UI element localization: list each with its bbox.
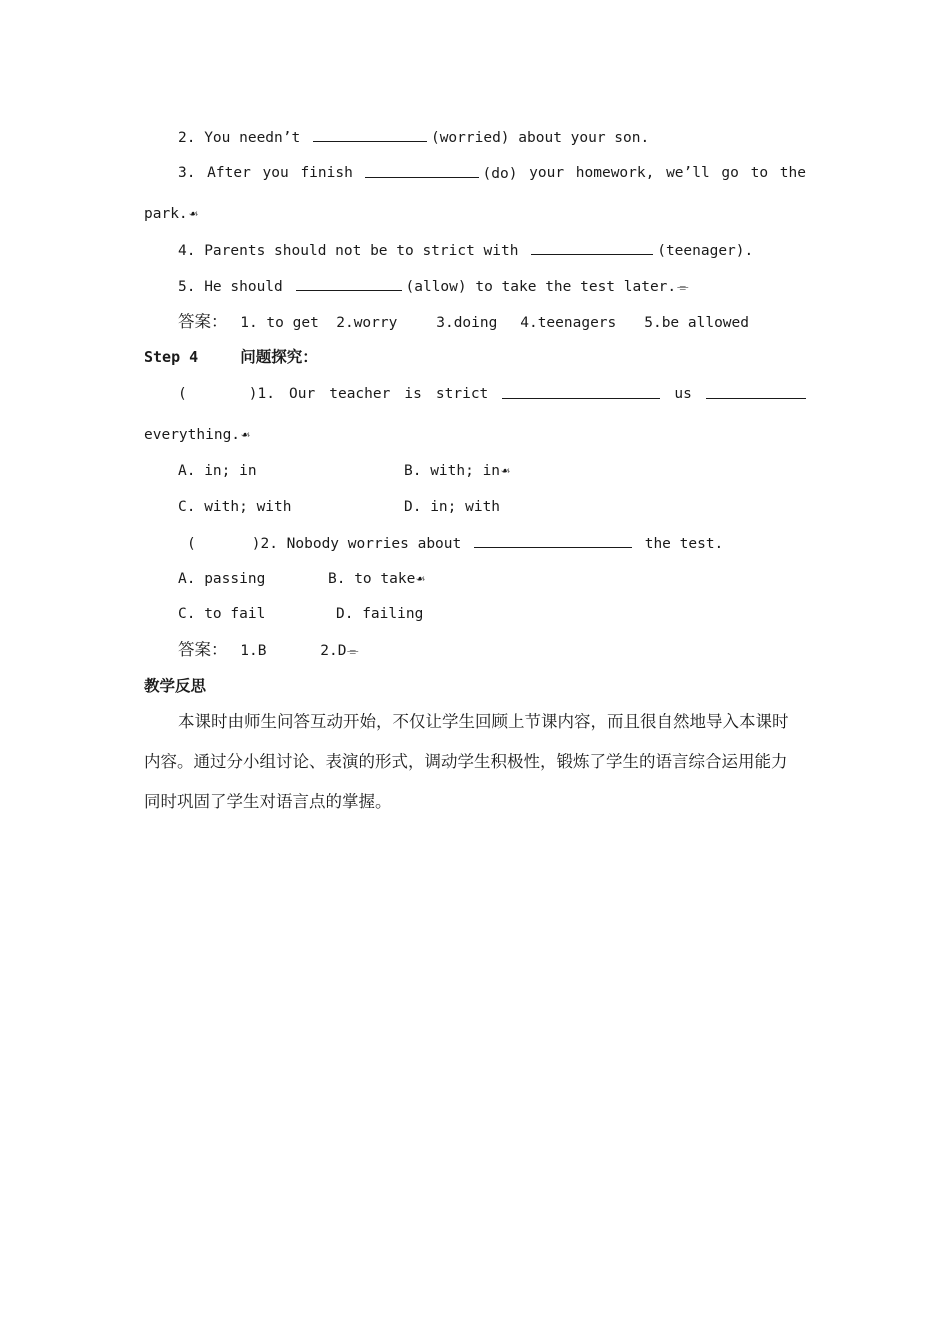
mc-word: us — [674, 386, 692, 402]
margin-mark-icon: ☙ — [501, 464, 510, 478]
exercise-number: 5. — [178, 279, 196, 295]
exercise-3-continued — [144, 204, 197, 224]
answer-item: 2.worry — [336, 315, 398, 331]
mc-option: B. to take — [328, 571, 416, 587]
exercise-word: homework, — [575, 165, 655, 181]
mc-text: the test. — [644, 536, 724, 552]
answer-item: 5.be allowed — [644, 315, 749, 331]
margin-mark-icon: ☙ — [188, 207, 198, 221]
exercise-number: 3. — [178, 165, 196, 181]
answer-label: 答案： — [178, 640, 228, 659]
exercise-3 — [178, 163, 806, 184]
exercise-5 — [178, 276, 688, 297]
mc-option: A. passing — [178, 571, 266, 587]
exercise-word: finish — [300, 165, 353, 181]
answer-blank — [296, 276, 402, 291]
answer-blank — [502, 384, 660, 399]
mc-question-1 — [178, 384, 806, 404]
mc-word: strict — [435, 386, 489, 402]
exercise-word: you — [262, 165, 289, 181]
exercise-number: 2. — [178, 130, 196, 146]
mc-word: Our — [288, 386, 316, 402]
reflection-heading: 教学反思 — [144, 677, 207, 695]
exercise-4 — [178, 240, 753, 261]
exercise-text: park. — [144, 206, 188, 222]
mc-option: D. in; with — [404, 499, 501, 515]
exercise-hint: (do) — [482, 166, 518, 182]
margin-mark-icon: ☙ — [416, 572, 426, 586]
mc-option: A. in; in — [178, 463, 257, 479]
exercise-word: your — [529, 165, 565, 181]
exercise-hint: (worried) — [430, 130, 510, 146]
exercise-hint: (allow) to take the test later. — [405, 279, 677, 295]
mc-options-row — [178, 497, 500, 517]
exercise-text: He should — [204, 279, 283, 295]
mc-option: C. to fail — [178, 606, 266, 622]
mc-options-row — [178, 604, 423, 624]
answer-item: 1.B — [240, 643, 267, 659]
exercise-text: about your son. — [518, 130, 650, 146]
mc-question-1-continued — [144, 425, 249, 445]
mc-option: D. failing — [336, 606, 424, 622]
exercise-word: After — [207, 165, 251, 181]
exercise-word: we’ll — [666, 165, 710, 181]
reflection-paragraph-line: 本课时由师生问答互动开始，不仅让学生回顾上节课内容，而且很自然地导入本课时 — [178, 712, 789, 731]
answer-key — [178, 312, 749, 333]
exercise-number: 4. — [178, 243, 196, 259]
step-label: Step 4 — [144, 348, 199, 366]
exercise-word: to — [750, 165, 769, 181]
mc-option: C. with; with — [178, 499, 292, 515]
mc-question-2 — [187, 533, 723, 554]
margin-mark-icon: ☙ — [241, 428, 250, 442]
mc-options-row — [178, 461, 509, 481]
mc-paren: ( )1. — [178, 386, 275, 402]
mc-text: )2. Nobody worries about — [251, 536, 462, 552]
mc-option: B. with; in — [404, 463, 501, 479]
answer-item: 3.doing — [436, 315, 498, 331]
mc-answer-key — [178, 640, 358, 661]
answer-item: 2.D — [320, 643, 347, 659]
exercise-hint: (teenager). — [657, 243, 754, 259]
answer-blank — [313, 127, 427, 142]
mc-word: teacher — [329, 386, 391, 402]
margin-mark-icon: ⌯ — [677, 280, 689, 294]
answer-blank — [474, 533, 632, 548]
reflection-paragraph-line: 内容。通过分小组讨论、表演的形式，调动学生积极性，锻炼了学生的语言综合运用能力 — [144, 752, 788, 771]
exercise-word: go — [721, 165, 739, 181]
reflection-paragraph-line: 同时巩固了学生对语言点的掌握。 — [144, 792, 392, 811]
exercise-word: the — [779, 165, 806, 181]
margin-mark-icon: ⌯ — [347, 644, 360, 658]
mc-paren: ( — [187, 536, 196, 552]
mc-options-row — [178, 569, 425, 589]
exercise-blank-hint — [365, 163, 518, 184]
answer-blank — [531, 240, 653, 255]
section-heading — [144, 347, 318, 367]
answer-blank — [706, 384, 806, 399]
exercise-text: Parents should not be to strict with — [204, 243, 519, 259]
answer-label: 答案： — [178, 312, 228, 331]
answer-item: 4.teenagers — [520, 315, 617, 331]
mc-text: everything. — [144, 427, 241, 443]
answer-blank — [365, 163, 479, 178]
exercise-text: You needn’t — [204, 130, 301, 146]
mc-word: is — [404, 386, 422, 402]
exercise-2 — [178, 127, 649, 148]
step-title: 问题探究： — [240, 348, 318, 366]
answer-item: 1. to get — [240, 315, 319, 331]
